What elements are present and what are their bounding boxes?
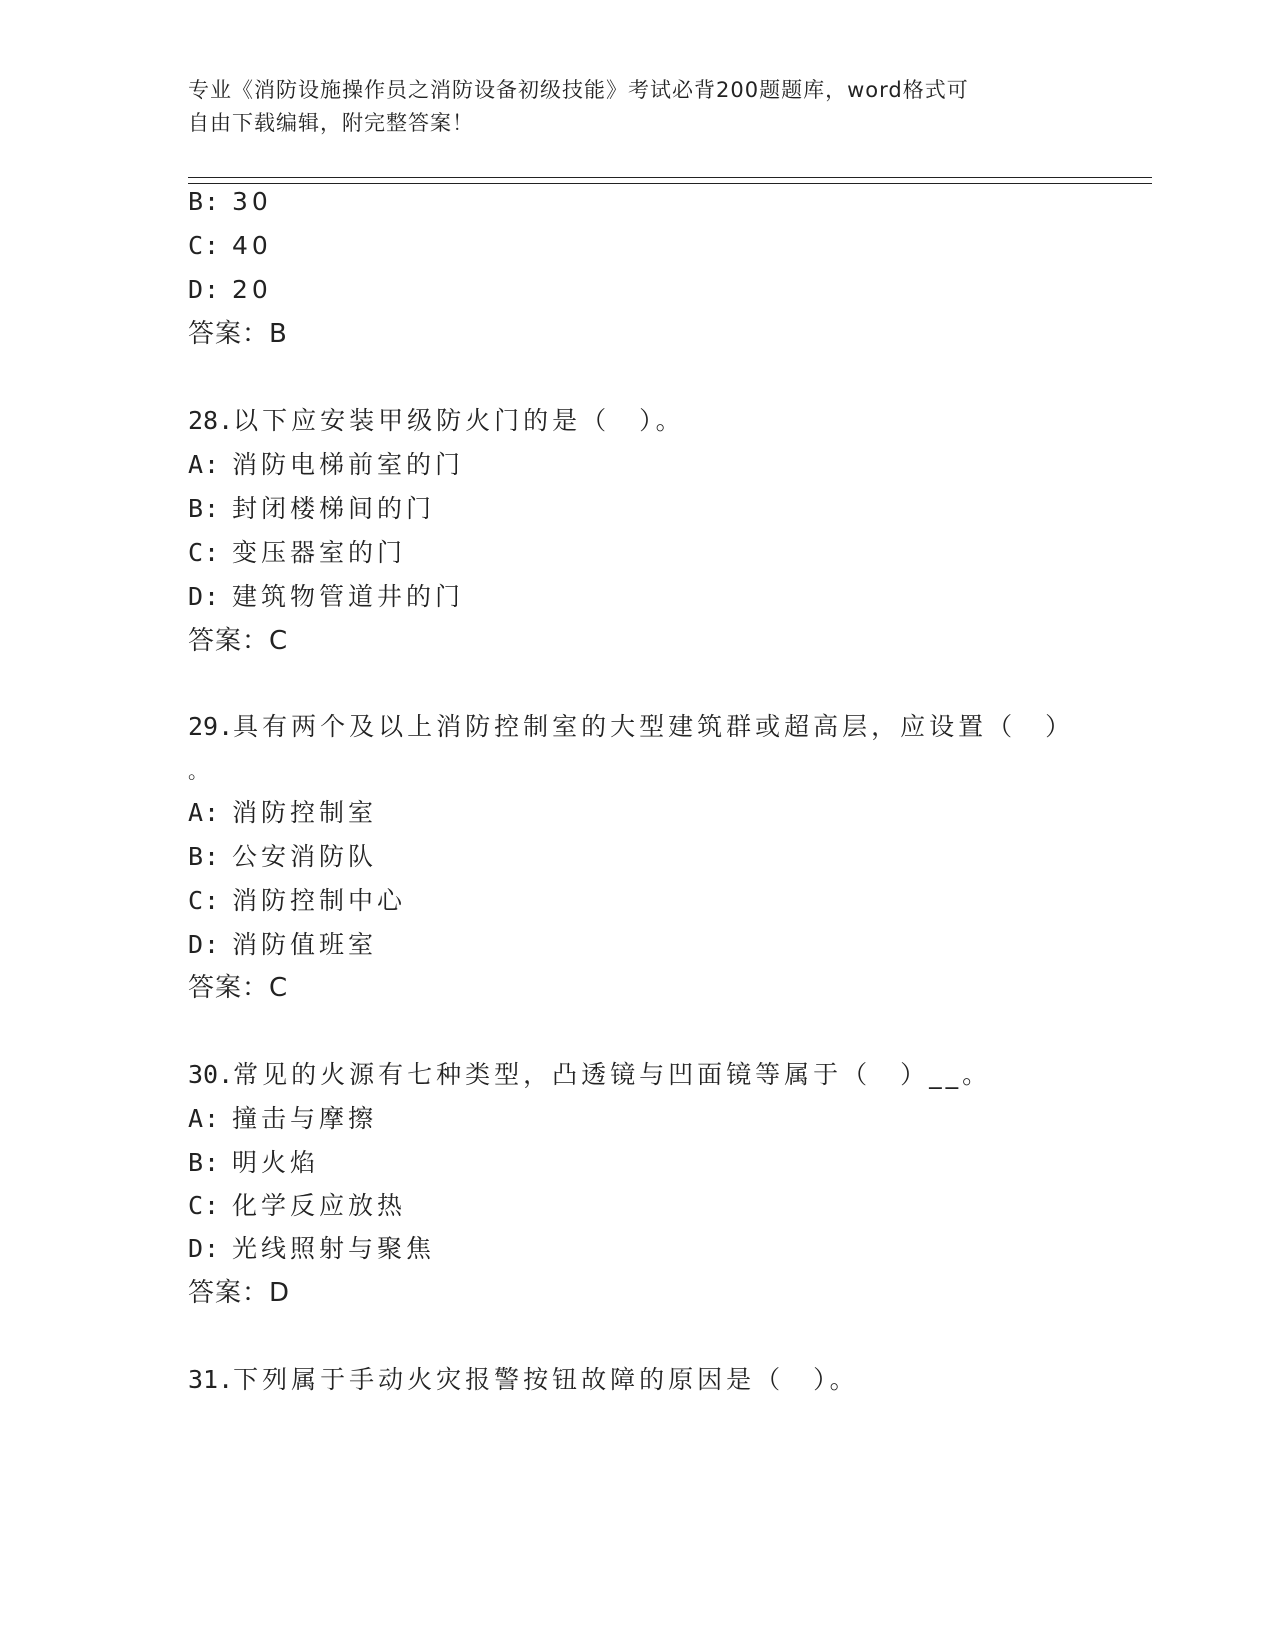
option-text: 20 <box>232 275 272 304</box>
option-item <box>188 929 377 961</box>
answer-line: 答案：C <box>188 626 289 656</box>
option-text: 封闭楼梯间的门 <box>232 494 436 523</box>
question-stem <box>188 405 685 437</box>
option-text: 消防值班室 <box>232 930 378 959</box>
answer-line: 答案：B <box>188 319 288 349</box>
option-item <box>188 1190 406 1222</box>
option-key: C: <box>188 886 221 915</box>
header-line-1: 专业《消防设施操作员之消防设备初级技能》考试必背200题题库，word格式可 <box>188 78 969 102</box>
option-item <box>188 449 464 481</box>
option-key: D: <box>188 1234 221 1263</box>
header-rule-top <box>188 177 1152 178</box>
option-item <box>188 1147 319 1179</box>
option-item <box>188 885 406 917</box>
question-text: 常见的火源有七种类型，凸透镜与凹面镜等属于（ ）__。 <box>233 1060 992 1089</box>
answer-line: 答案：D <box>188 1278 291 1308</box>
question-number: 29. <box>188 712 234 741</box>
option-text: 公安消防队 <box>232 842 378 871</box>
question-text: 具有两个及以上消防控制室的大型建筑群或超高层，应设置（ ） <box>233 712 1075 741</box>
option-key: B: <box>188 187 221 216</box>
option-item <box>188 186 272 218</box>
page-header <box>188 74 1068 140</box>
question-stem <box>188 1364 859 1396</box>
option-key: B: <box>188 842 221 871</box>
question-stem-continuation: 。 <box>188 759 212 783</box>
option-key: A: <box>188 450 221 479</box>
option-text: 40 <box>232 231 272 260</box>
option-text: 消防电梯前室的门 <box>232 450 465 479</box>
option-key: C: <box>188 538 221 567</box>
question-number: 28. <box>188 406 234 435</box>
option-item <box>188 1233 435 1265</box>
answer-line: 答案：C <box>188 973 289 1003</box>
option-item <box>188 581 464 613</box>
question-text: 以下应安装甲级防火门的是（ ）。 <box>233 406 685 435</box>
option-text: 变压器室的门 <box>232 538 407 567</box>
option-key: C: <box>188 1191 221 1220</box>
question-stem <box>188 711 1074 743</box>
option-text: 消防控制中心 <box>232 886 407 915</box>
option-item <box>188 537 406 569</box>
option-item <box>188 230 272 262</box>
option-text: 消防控制室 <box>232 798 378 827</box>
header-rule-bottom <box>188 183 1152 184</box>
option-item <box>188 1103 377 1135</box>
option-item <box>188 493 435 525</box>
option-key: A: <box>188 798 221 827</box>
option-key: C: <box>188 231 221 260</box>
header-line-2: 自由下载编辑，附完整答案！ <box>188 111 474 135</box>
option-key: D: <box>188 275 221 304</box>
option-key: D: <box>188 582 221 611</box>
option-text: 30 <box>232 187 272 216</box>
option-key: D: <box>188 930 221 959</box>
option-key: A: <box>188 1104 221 1133</box>
option-item <box>188 841 377 873</box>
question-number: 31. <box>188 1365 234 1394</box>
question-number: 30. <box>188 1060 234 1089</box>
option-key: B: <box>188 494 221 523</box>
option-item <box>188 797 377 829</box>
option-key: B: <box>188 1148 221 1177</box>
option-text: 化学反应放热 <box>232 1191 407 1220</box>
option-text: 明火焰 <box>232 1148 320 1177</box>
option-text: 撞击与摩擦 <box>232 1104 378 1133</box>
question-text: 下列属于手动火灾报警按钮故障的原因是（ ）。 <box>233 1365 859 1394</box>
option-text: 光线照射与聚焦 <box>232 1234 436 1263</box>
option-text: 建筑物管道井的门 <box>232 582 465 611</box>
question-stem <box>188 1059 991 1091</box>
option-item <box>188 274 272 306</box>
